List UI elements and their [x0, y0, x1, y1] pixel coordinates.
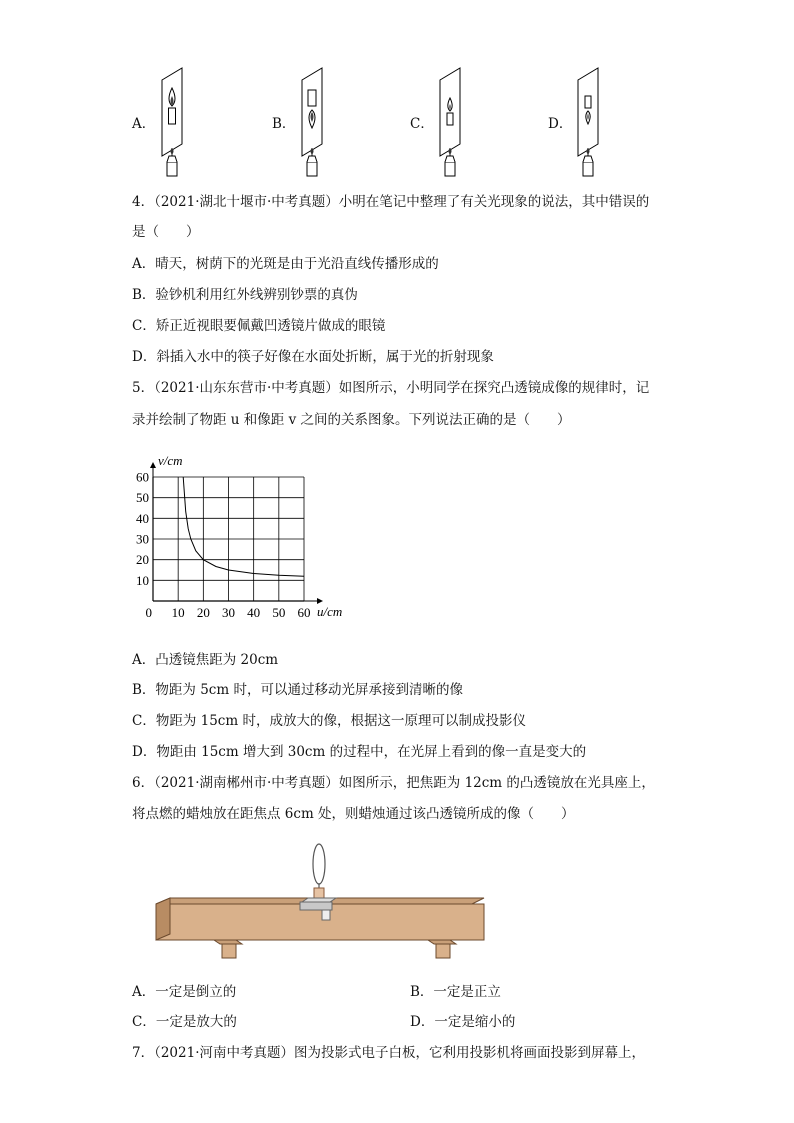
q4-option-c: C．矫正近视眼要佩戴凹透镜片做成的眼镜	[132, 318, 386, 334]
q3-option-b-label: B．	[272, 116, 296, 132]
q6-option-b: B．一定是正立	[410, 984, 501, 1000]
q5-option-a: A．凸透镜焦距为 20cm	[132, 652, 279, 668]
x-tick-label: 10	[171, 605, 185, 620]
bench-leg-right	[436, 944, 450, 958]
q3-option-a-label: A．	[132, 116, 156, 132]
q3-option-a-figure	[152, 66, 192, 182]
q4-stem-line2: 是（ ）	[132, 224, 200, 240]
optical-bench-figure	[150, 840, 490, 966]
x-tick-label: 40	[247, 605, 261, 620]
q5-stem-line1: 5．（2021·山东东营市·中考真题）如图所示，小明同学在探究凸透镜成像的规律时，记	[132, 380, 650, 396]
q4-option-a: A．晴天，树荫下的光斑是由于光沿直线传播形成的	[132, 256, 439, 272]
y-tick-label: 30	[136, 531, 149, 547]
q4-stem-line1: 4．（2021·湖北十堰市·中考真题）小明在笔记中整理了有关光现象的说法，其中错误的	[132, 194, 650, 210]
q5-option-b: B．物距为 5cm 时，可以通过移动光屏承接到清晰的像	[132, 682, 463, 698]
x-tick-label: 20	[196, 605, 210, 620]
lens-slider	[300, 902, 332, 910]
y-tick-label: 60	[136, 469, 149, 485]
uv-graph	[132, 444, 362, 629]
q6-option-d: D．一定是缩小的	[410, 1014, 516, 1030]
chart-grid	[150, 462, 323, 604]
q5-option-c: C．物距为 15cm 时，成放大的像，根据这一原理可以制成投影仪	[132, 713, 526, 729]
y-tick-label: 10	[136, 572, 149, 588]
q3-option-d-figure	[568, 66, 608, 182]
q4-option-b: B．验钞机利用红外线辨别钞票的真伪	[132, 287, 358, 303]
y-axis-arrow	[150, 462, 156, 468]
q3-option-c-label: C．	[410, 116, 434, 132]
x-axis-label: u/cm	[317, 604, 343, 619]
q6-option-c: C．一定是放大的	[132, 1014, 237, 1030]
y-axis-label: v/cm	[158, 453, 183, 468]
convex-lens	[313, 844, 325, 884]
q6-option-a: A．一定是倒立的	[132, 984, 237, 1000]
q4-option-d: D．斜插入水中的筷子好像在水面处折断，属于光的折射现象	[132, 349, 494, 365]
x-tick-label: 30	[222, 605, 235, 620]
x-tick-label: 50	[272, 605, 286, 620]
x-tick-label: 0	[145, 605, 152, 620]
q3-option-b-figure	[292, 66, 332, 182]
q6-stem-line1: 6．（2021·湖南郴州市·中考真题）如图所示，把焦距为 12cm 的凸透镜放在光具座上，	[132, 775, 655, 791]
y-tick-label: 20	[136, 552, 149, 568]
y-tick-label: 40	[136, 510, 149, 526]
q3-option-c-figure	[430, 66, 470, 182]
bench-leg-left	[222, 944, 236, 958]
y-tick-label: 50	[136, 490, 149, 506]
q3-option-d-label: D．	[548, 116, 573, 132]
q7-stem-line1: 7．（2021·河南中考真题）图为投影式电子白板，它利用投影机将画面投影到屏幕上，	[132, 1045, 645, 1061]
q5-stem-line2: 录并绘制了物距 u 和像距 v 之间的关系图象。下列说法正确的是（ ）	[132, 412, 571, 428]
q6-stem-line2: 将点燃的蜡烛放在距焦点 6cm 处，则蜡烛通过该凸透镜所成的像（ ）	[132, 806, 575, 822]
x-tick-label: 60	[297, 605, 311, 620]
q5-option-d: D．物距由 15cm 增大到 30cm 的过程中，在光屏上看到的像一直是变大的	[132, 744, 587, 760]
uv-curve	[183, 477, 304, 576]
